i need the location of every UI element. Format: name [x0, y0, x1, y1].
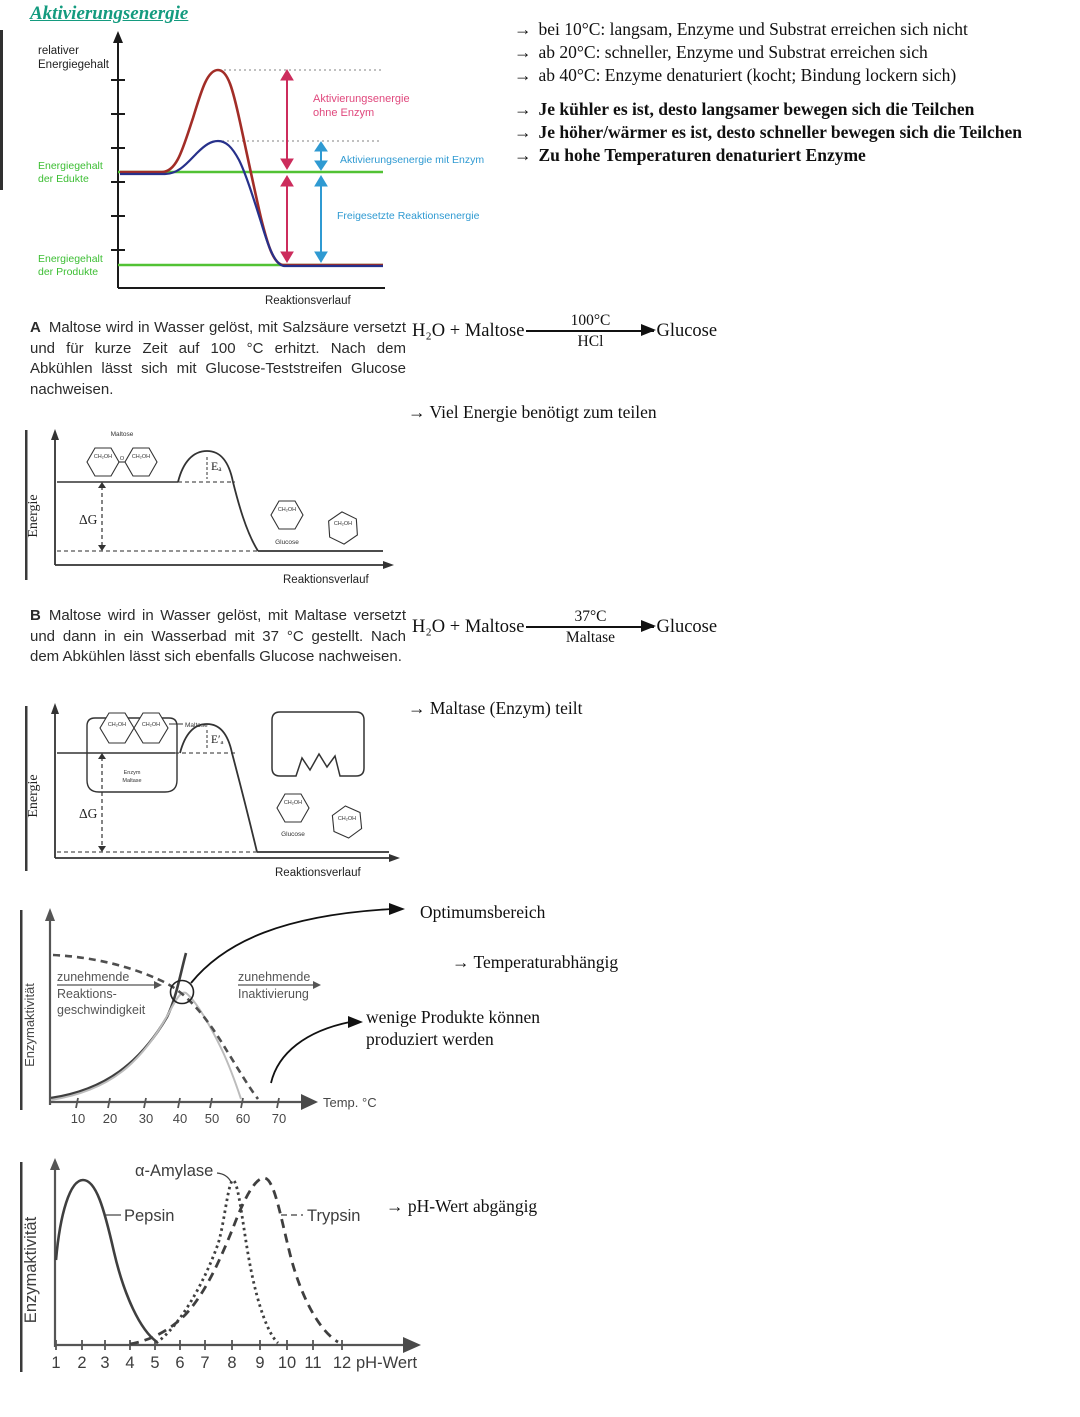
x-axis-label: Reaktionsverlauf — [275, 867, 361, 879]
label-activation-with-enzyme: Aktivierungsenergie mit Enzym — [340, 154, 485, 166]
x-tick: 60 — [235, 1111, 251, 1126]
rate-label-2: Reaktions- — [57, 987, 117, 1001]
reaction-equation-a — [412, 312, 717, 351]
note-a: → Viel Energie benötigt zum teilen — [408, 402, 657, 422]
label-activation-without-enzyme-2: ohne Enzym — [313, 107, 375, 119]
condition-top: 100°C — [570, 312, 611, 329]
product: Glucose — [656, 320, 718, 341]
edukte-label-line2: der Edukte — [38, 173, 89, 185]
y-axis-label: Enzymaktivität — [22, 1216, 40, 1324]
optimum-annotation: Optimumsbereich — [420, 902, 546, 922]
activation-arrow-no-enzyme — [281, 70, 293, 262]
few-products-annotation: wenige Produkte können produziert werden — [366, 1007, 540, 1050]
ea-prime-label: E′ₐ — [211, 734, 224, 746]
delta-g-arrow — [98, 482, 106, 551]
note-line-warmer — [514, 121, 1074, 143]
scan-edge-artifact — [0, 30, 3, 190]
x-tick: 10 — [70, 1111, 86, 1126]
inactivation-label-2: Inaktivierung — [238, 987, 309, 1001]
activation-arrow-with-enzyme — [315, 142, 327, 262]
x-tick: 3 — [100, 1354, 110, 1372]
arrow-icon: → — [514, 99, 532, 120]
x-tick: 70 — [271, 1111, 287, 1126]
x-tick: 30 — [138, 1111, 154, 1126]
reaction-equation-b — [412, 608, 717, 647]
y-axis-label: Energie — [26, 494, 41, 538]
rate-label-3: geschwindigkeit — [57, 1003, 146, 1017]
trypsin-label: Trypsin — [307, 1207, 361, 1225]
x-tick: 40 — [172, 1111, 188, 1126]
experiment-b-label: B — [30, 607, 41, 624]
reaction-arrow-line — [526, 626, 654, 628]
ch2oh-label: CH₂OH — [107, 722, 127, 728]
o-bridge-label: O — [119, 456, 125, 462]
ch2oh-label: CH₂OH — [277, 507, 297, 513]
delta-g-label: ΔG — [79, 806, 98, 821]
arrow-icon: → — [514, 145, 532, 166]
activation-energy-diagram — [25, 26, 505, 314]
note-line-10c — [514, 18, 1074, 40]
amylase-curve — [156, 1180, 278, 1343]
amylase-label: α-Amylase — [135, 1162, 214, 1180]
note-text: Zu hohe Temperaturen denaturiert Enzyme — [538, 145, 866, 166]
maltose-caption: Maltose — [110, 431, 134, 438]
ch2oh-label: CH₂OH — [283, 800, 303, 806]
ph-dependency-note: → pH-Wert abgängig — [386, 1196, 538, 1216]
x-axis-label: Reaktionsverlauf — [283, 574, 369, 586]
optimum-circle — [171, 981, 194, 1004]
experiment-b-text: Maltose wird in Wasser gelöst, mit Maltase versetzt und dann in ein Wasserbad mit 37 °C gestellt. Nach dem Abkühlen lässt sich ebenfalls Glucose nachweisen. — [30, 607, 406, 666]
page-title: Aktivierungsenergie — [30, 3, 189, 24]
experiment-a-text: Maltose wird in Wasser gelöst, mit Salzsäure versetzt und für kurze Zeit auf 100 °C erhitzt. Nach dem Abkühlen lässt sich mit Glucose-Teststreifen Glucose nachweisen. — [30, 319, 406, 398]
x-tick: 5 — [150, 1354, 160, 1372]
x-tick: 12 — [332, 1354, 352, 1372]
label-activation-without-enzyme-1: Aktivierungsenergie — [313, 93, 410, 105]
x-axis-label: pH-Wert — [356, 1354, 418, 1372]
rate-label-1: zunehmende — [57, 970, 130, 984]
experiment-a-paragraph — [30, 318, 406, 400]
reactants: H₂O + Maltose — [412, 616, 525, 637]
ph-activity-chart — [20, 1152, 465, 1392]
peak-dotted-lines — [219, 70, 381, 141]
pepsin-label: Pepsin — [124, 1207, 175, 1225]
arrow-icon: → — [514, 65, 532, 86]
y-axis-label: Enzymaktivität — [22, 983, 37, 1067]
ch2oh-label: CH₂OH — [141, 722, 161, 728]
note-line-cooler — [514, 98, 1074, 120]
y-axis-label: Energie — [26, 774, 41, 818]
x-axis-label: Temp. °C — [323, 1095, 377, 1110]
amylase-label-connector — [217, 1173, 231, 1182]
note-text: ab 40°C: Enzyme denaturiert (kocht; Bindung lockern sich) — [538, 65, 957, 86]
energy-diagram-b — [25, 696, 425, 884]
glucose-caption: Glucose — [281, 831, 305, 838]
ch2oh-label: CH₂OH — [93, 454, 113, 460]
label-released-energy: Freigesetzte Reaktionsenergie — [337, 210, 480, 222]
x-tick: 8 — [227, 1354, 237, 1372]
x-tick: 7 — [200, 1354, 210, 1372]
reaction-arrow-line — [526, 330, 654, 332]
ea-label: Eₐ — [211, 459, 222, 473]
ch2oh-label: CH₂OH — [337, 816, 357, 822]
note-line-20c — [514, 41, 1074, 63]
arrow-icon: → — [514, 19, 532, 39]
enzyme-label-2: Maltase — [122, 778, 142, 784]
free-enzyme-shape — [272, 712, 364, 776]
reaction-arrow — [526, 312, 654, 351]
ch2oh-label: CH₂OH — [131, 454, 151, 460]
ch2oh-label: CH₂OH — [333, 521, 353, 527]
note-text: Je höher/wärmer es ist, desto schneller bewegen sich die Teilchen — [538, 122, 1022, 143]
y-axis-label-line1: relativer — [38, 45, 79, 57]
condition-bottom: HCl — [577, 333, 604, 351]
note-text: bei 10°C: langsam, Enzyme und Substrat erreichen sich nicht — [538, 19, 968, 39]
x-axis-label: Reaktionsverlauf — [265, 295, 351, 307]
arrow-icon: → — [514, 42, 532, 63]
trypsin-curve — [130, 1178, 338, 1344]
maltose-caption: Maltose — [185, 722, 208, 729]
temperature-dependency-note: → Temperaturabhängig — [452, 952, 619, 972]
reactants: H₂O + Maltose — [412, 320, 525, 341]
inactivation-label-1: zunehmende — [238, 970, 311, 984]
x-tick: 50 — [204, 1111, 220, 1126]
y-axis-label-line2: Energiegehalt — [38, 59, 109, 71]
arrow-icon: → — [514, 122, 532, 143]
note-text: ab 20°C: schneller, Enzyme und Substrat erreichen sich — [538, 42, 928, 63]
condition-top: 37°C — [574, 608, 607, 625]
experiment-a-label: A — [30, 319, 41, 336]
enzyme-label-1: Enzym — [123, 770, 141, 776]
spacer — [514, 87, 1074, 98]
few-products-pointer-arrow — [271, 1016, 363, 1083]
x-tick: 20 — [102, 1111, 118, 1126]
note-line-40c — [514, 64, 1074, 86]
energy-diagram-a — [25, 420, 410, 592]
product: Glucose — [656, 616, 718, 637]
experiment-b-paragraph — [30, 606, 406, 668]
note-line-denature — [514, 144, 1074, 166]
produkte-label-line1: Energiegehalt — [38, 253, 103, 265]
x-tick: 9 — [255, 1354, 265, 1372]
x-tick: 6 — [175, 1354, 185, 1372]
glucose-caption: Glucose — [275, 539, 299, 546]
maltose-molecule — [87, 448, 157, 476]
delta-g-arrow — [98, 753, 106, 852]
edukte-label-line1: Energiegehalt — [38, 160, 103, 172]
note-text: Je kühler es ist, desto langsamer bewegen sich die Teilchen — [538, 99, 975, 120]
x-tick: 2 — [77, 1354, 87, 1372]
x-tick: 4 — [125, 1354, 135, 1372]
pepsin-curve — [56, 1180, 157, 1342]
note-b: → Maltase (Enzym) teilt — [408, 698, 583, 718]
produkte-label-line2: der Produkte — [38, 266, 99, 278]
temperature-notes — [514, 18, 1074, 167]
x-tick: 11 — [304, 1354, 322, 1372]
reaction-arrow — [526, 608, 654, 647]
delta-g-label: ΔG — [79, 512, 98, 527]
condition-bottom: Maltase — [565, 629, 615, 647]
x-tick: 10 — [277, 1354, 297, 1372]
x-tick: 1 — [51, 1354, 61, 1372]
